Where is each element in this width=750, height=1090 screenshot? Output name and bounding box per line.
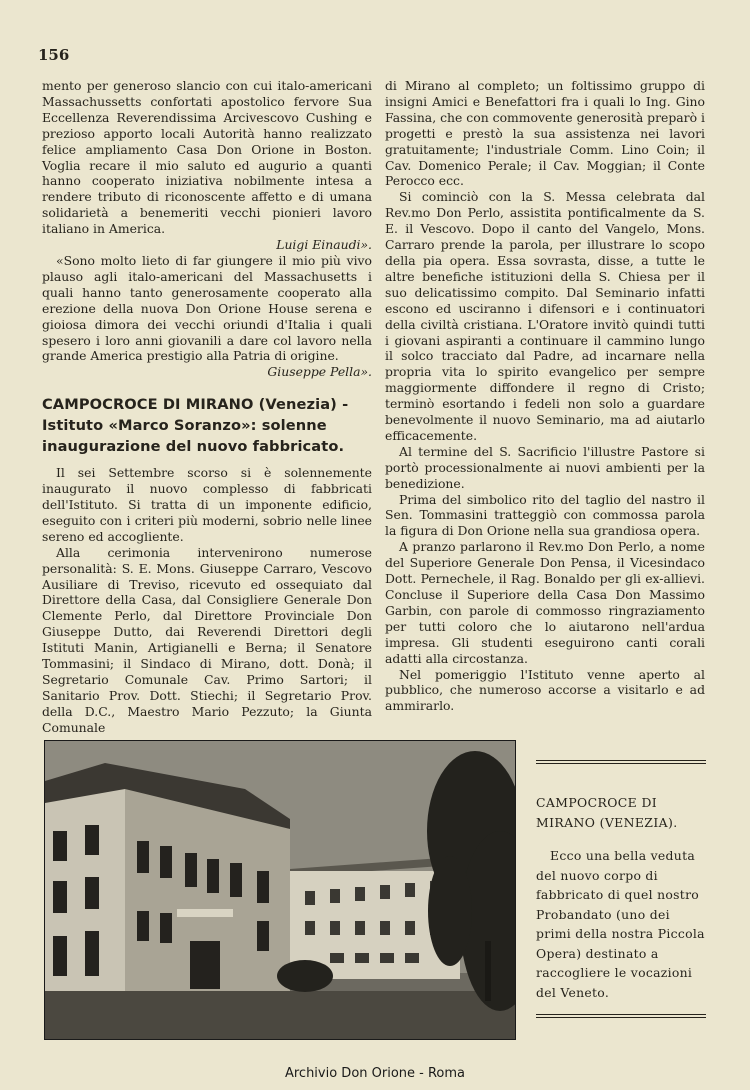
caption-rule-bottom bbox=[536, 1014, 706, 1018]
ground bbox=[45, 986, 515, 1039]
article-paragraph: Il sei Settembre scorso si è solennemente inaugurato il nuovo complesso di fabbricati dell'Istituto. Si tratta di un imponente edificio, eseguito con i criteri più moderni, sobrio nelle linee sereno ed accogliente. bbox=[42, 465, 372, 544]
building-photo bbox=[44, 740, 516, 1040]
balcony bbox=[177, 909, 233, 917]
right-column bbox=[385, 78, 705, 714]
article-paragraph: di Mirano al completo; un foltissimo gruppo di insigni Amici e Benefattori fra i quali lo Ing. Gino Fassina, che con commovente generosità preparò i progetti e prestò la sua assistenza nei lavori gratuitamente; l'industriale Comm. Lino Coin; il Cav. Domenico Perale; il Cav. Moggian; il Conte Perocco ecc. bbox=[385, 78, 705, 189]
archive-label: Archivio Don Orione - Roma bbox=[284, 1066, 466, 1081]
article-paragraph: Prima del simbolico rito del taglio del nastro il Sen. Tommasini tratteggiò con commossa parola la figura di Don Orione nella sua grandiosa opera. bbox=[385, 491, 705, 539]
page-number: 156 bbox=[38, 46, 70, 64]
caption-rule-top bbox=[536, 760, 706, 764]
photo-caption bbox=[536, 793, 708, 1002]
article-paragraph: A pranzo parlarono il Rev.mo Don Perlo, a nome del Superiore Generale Don Pensa, il Vicesindaco Dott. Pernechele, il Rag. Bonaldo per gli ex-allievi. Concluse il Superiore della Casa Don Massimo Garbin, con parole di commosso ringraziamento per tutti coloro che lo aiutarono nell'ardua impresa. Gli studenti eseguirono canti corali adatti alla circostanza. bbox=[385, 539, 705, 666]
letter-paragraph: «Sono molto lieto di far giungere il mio più vivo plauso agli italo-americani del Massachusetts i quali hanno tanto generosamente cooperato alla erezione della nuova Don Orione House serena e gioiosa dimora dei vecchi oriundi d'Italia i quali spesero i loro anni giovanili a dare col lavoro nella grande America prestigio alla Patria di origine. bbox=[42, 252, 372, 364]
signature-pella: Giuseppe Pella». bbox=[267, 364, 372, 380]
article-paragraph: Al termine del S. Sacrificio l'illustre Pastore si portò processionalmente ai nuovi ambienti per la benedizione. bbox=[385, 443, 705, 491]
caption-title: CAMPOCROCE DI MIRANO (VENEZIA). bbox=[536, 795, 678, 830]
letter-paragraph: mento per generoso slancio con cui italo-americani Massachussetts confortati apostolico fervore Sua Eccellenza Reverendissima Arcivescovo Cushing e prezioso apporto locali Autorità hanno realizzato felice ampliamento Casa Don Orione in Boston. Voglia recare il mio saluto ed augurio a quanti hanno cooperato iniziativa nobilmente intesa a rendere tributo di riconoscente affetto e di umana solidarietà a benemeriti vecchi pionieri lavoro italiano in America. bbox=[42, 78, 372, 237]
caption-body: Ecco una bella veduta del nuovo corpo di fabbricato di quel nostro Probandato (uno dei primi della nostra Piccola Opera) destinato a raccogliere le vocazioni del Veneto. bbox=[536, 848, 705, 1000]
article-headline: CAMPOCROCE DI MIRANO (Venezia) - Istituto «Marco Soranzo»: solenne inaugurazione del nuovo fabbricato. bbox=[42, 396, 349, 456]
signature-einaudi: Luigi Einaudi». bbox=[276, 237, 372, 253]
article-paragraph: Nel pomeriggio l'Istituto venne aperto al pubblico, che numeroso accorse a visitarlo e ad ammirarlo. bbox=[385, 666, 705, 714]
article-paragraph: Si cominciò con la S. Messa celebrata dal Rev.mo Don Perlo, assistita pontificalmente da S. E. il Vescovo. Dopo il canto del Vangelo, Mons. Carraro prende la parola, per illustrare lo scopo della pia opera. Essa sovrasta, disse, a tutte le altre benefiche istituzioni della S. Chiesa per il suo delicatissimo compito. Dal Seminario infatti escono ed usciranno i difensori e i continuatori della civiltà cristiana. L'Oratore invitò quindi tutti i giovani aspiranti a continuare il cammino lungo il solco tracciato dal Padre, ad incarnare nella propria vita lo spirito evangelico per sempre maggiormente diffondere il regno di Cristo; terminò esortando i fedeli non solo a guardare benevolmente il nuovo Seminario, ma ad aiutarlo efficacemente. bbox=[385, 189, 705, 443]
left-column bbox=[42, 78, 372, 736]
article-paragraph: Alla cerimonia intervenirono numerose personalità: S. E. Mons. Giuseppe Carraro, Vescovo Ausiliare di Treviso, ricevuto ed ossequiato dal Direttore della Casa, dal Consigliere Generale Don Clemente Perlo, dal Direttore Provinciale Don Giuseppe Dutto, dai Reverendi Direttori degli Istituti Manin, Artigianelli e Berna; il Senatore Tommasini; il Sindaco di Mirano, dott. Donà; il Segretario Comunale Cav. Primo Sartori; il Sanitario Prov. Dott. Stiechi; il Segretario Prov. della D.C., Maestro Mario Pezzuto; la Giunta Comunale bbox=[42, 544, 372, 735]
